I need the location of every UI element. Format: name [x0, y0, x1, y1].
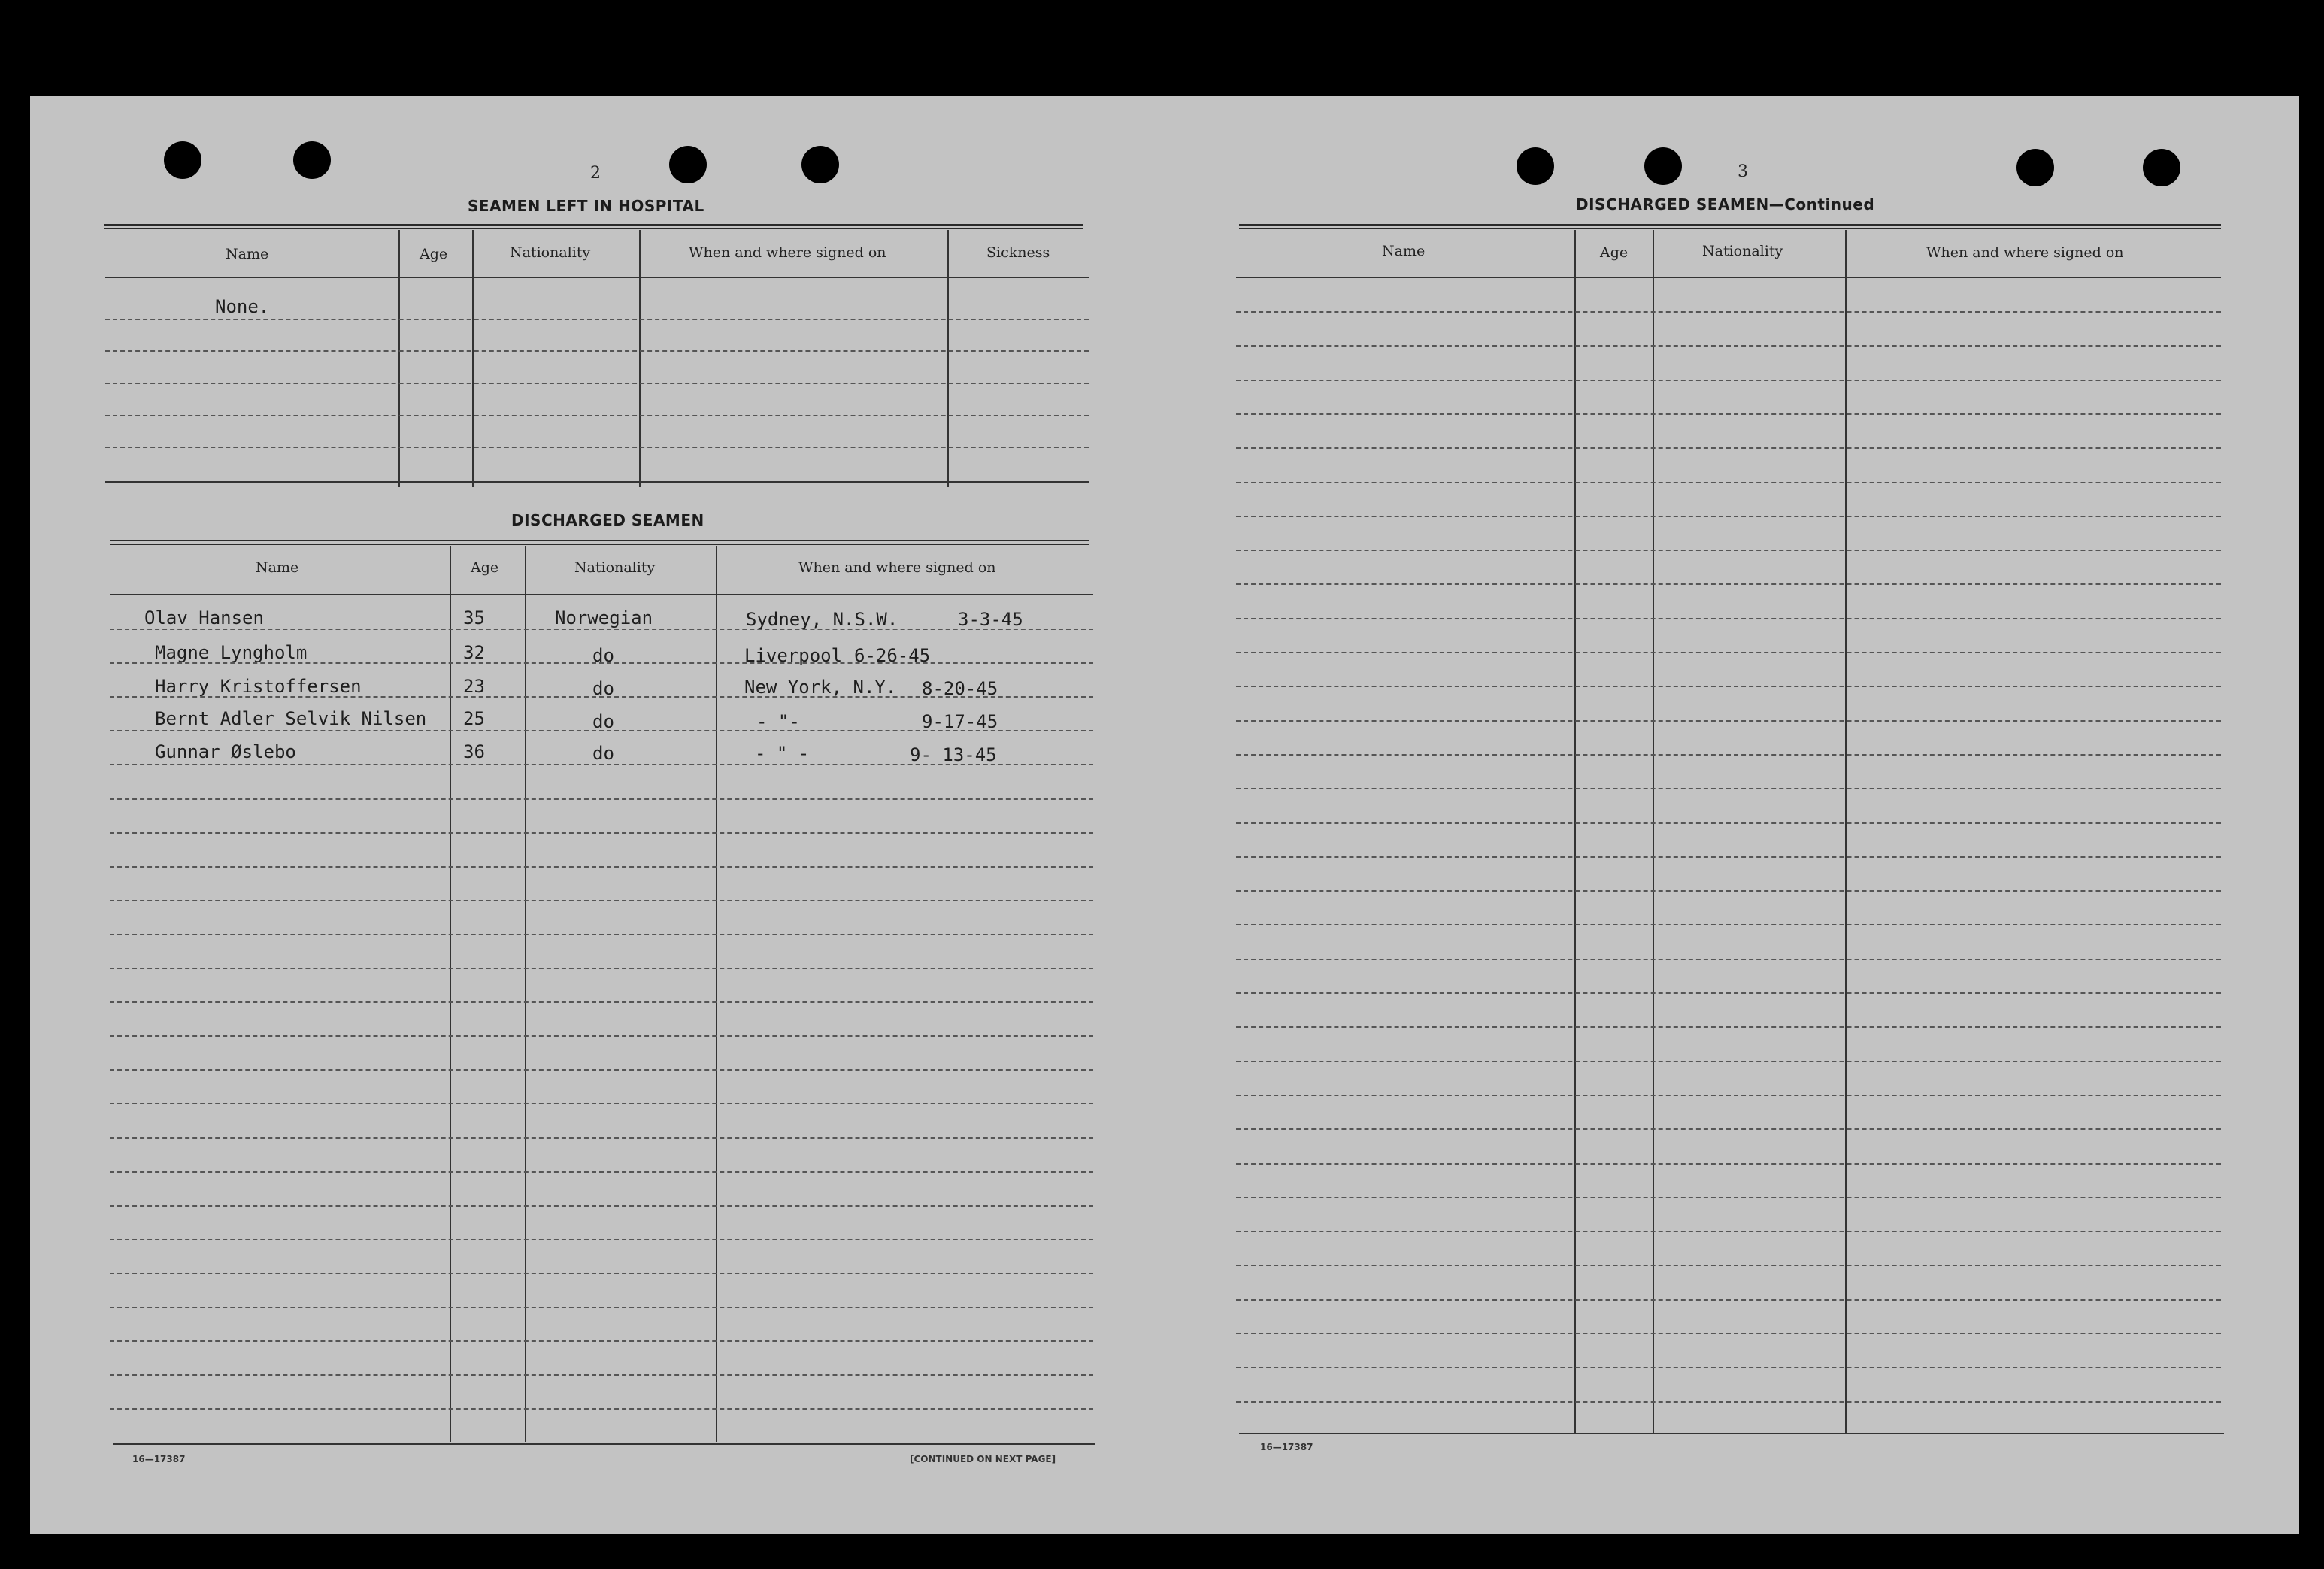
row-rule: [105, 415, 1089, 416]
row-rule: [1236, 345, 2221, 347]
row-rule: [105, 319, 1089, 320]
row-rule: [110, 1307, 1093, 1308]
signed-on-date: 9- 13-45: [910, 744, 997, 765]
row-rule: [1236, 311, 2221, 313]
table-rule: [1239, 224, 2221, 229]
row-rule: [110, 1273, 1093, 1274]
row-rule: [1236, 447, 2221, 449]
signed-on-date: 3-3-45: [958, 609, 1023, 630]
row-rule: [1236, 1197, 2221, 1198]
seaman-nationality: do: [592, 743, 614, 764]
column-header-sickness: Sickness: [986, 244, 1050, 261]
row-rule: [1236, 1333, 2221, 1334]
seaman-age: 25: [463, 708, 485, 729]
row-rule: [1236, 1163, 2221, 1165]
table-rule: [104, 224, 1083, 229]
seaman-name: Olav Hansen: [144, 607, 264, 629]
row-rule: [1236, 686, 2221, 687]
signed-on-place: - "-: [756, 711, 800, 732]
row-rule: [110, 1408, 1093, 1410]
seaman-name: Harry Kristoffersen: [155, 676, 362, 697]
form-number: 16—17387: [1260, 1442, 1313, 1452]
row-rule: [1236, 1061, 2221, 1062]
column-header-age: Age: [1600, 244, 1629, 261]
column-header-age: Age: [420, 246, 448, 262]
seaman-age: 23: [463, 676, 485, 697]
column-header-nationality: Nationality: [510, 244, 591, 261]
seaman-nationality: Norwegian: [555, 607, 653, 629]
row-rule: [1236, 924, 2221, 925]
punch-hole: [293, 141, 331, 179]
table-rule: [110, 540, 1089, 545]
row-rule: [1236, 788, 2221, 789]
row-rule: [105, 350, 1089, 352]
row-rule: [1236, 1095, 2221, 1096]
column-divider: [947, 230, 949, 487]
page-number: 2: [590, 164, 601, 183]
column-divider: [472, 230, 474, 487]
row-rule: [105, 447, 1089, 448]
column-divider: [639, 230, 641, 487]
row-rule: [110, 866, 1093, 868]
column-divider: [398, 230, 400, 487]
header-rule: [105, 277, 1089, 278]
table-bottom-rule: [113, 1443, 1095, 1445]
column-header-signed-on: When and where signed on: [1926, 244, 2124, 261]
row-rule: [110, 1137, 1093, 1139]
row-rule: [1236, 890, 2221, 892]
row-rule: [110, 900, 1093, 901]
signed-on-place: - " -: [755, 743, 810, 764]
row-rule: [1236, 1367, 2221, 1368]
column-header-nationality: Nationality: [574, 559, 656, 576]
punch-hole: [1644, 147, 1682, 185]
seaman-age: 35: [463, 607, 485, 629]
form-number: 16—17387: [132, 1454, 186, 1465]
signed-on-date: 6-26-45: [854, 645, 931, 666]
row-rule: [1236, 1265, 2221, 1266]
table-bottom-rule: [1239, 1433, 2224, 1434]
column-header-age: Age: [471, 559, 499, 576]
column-header-name: Name: [226, 246, 269, 262]
row-rule: [110, 629, 1093, 630]
row-rule: [1236, 583, 2221, 585]
column-header-signed-on: When and where signed on: [798, 559, 996, 576]
row-rule: [1236, 959, 2221, 960]
seaman-nationality: do: [592, 678, 614, 699]
row-rule: [1236, 618, 2221, 619]
column-header-name: Name: [256, 559, 299, 576]
punch-hole: [2143, 149, 2180, 186]
row-rule: [1236, 550, 2221, 551]
row-rule: [110, 1069, 1093, 1071]
row-rule: [110, 1205, 1093, 1207]
seaman-age: 32: [463, 642, 485, 663]
seaman-name: Gunnar Øslebo: [155, 741, 296, 762]
signed-on-place: Sydney, N.S.W.: [746, 609, 898, 630]
seaman-nationality: do: [592, 645, 614, 666]
seaman-nationality: do: [592, 711, 614, 732]
signed-on-date: 8-20-45: [922, 678, 998, 699]
header-rule: [1236, 277, 2221, 278]
row-rule: [110, 1239, 1093, 1240]
seaman-name: Bernt Adler Selvik Nilsen: [155, 708, 427, 729]
row-rule: [1236, 380, 2221, 381]
row-rule: [1236, 482, 2221, 483]
row-rule: [1236, 652, 2221, 653]
row-rule: [110, 798, 1093, 800]
row-rule: [1236, 822, 2221, 824]
row-rule: [110, 934, 1093, 935]
punch-hole: [1517, 147, 1554, 185]
column-divider: [1574, 230, 1576, 1434]
column-header-name: Name: [1382, 243, 1426, 259]
row-rule: [110, 1001, 1093, 1003]
page-number: 3: [1738, 162, 1748, 181]
punch-hole: [669, 146, 707, 183]
column-divider: [1653, 230, 1654, 1434]
row-rule: [1236, 720, 2221, 722]
row-rule: [1236, 1128, 2221, 1130]
signed-on-place: New York, N.Y.: [744, 677, 897, 698]
column-header-nationality: Nationality: [1702, 243, 1783, 259]
signed-on-date: 9-17-45: [922, 711, 998, 732]
seaman-age: 36: [463, 741, 485, 762]
header-rule: [110, 594, 1093, 595]
discharged-section-title: DISCHARGED SEAMEN: [511, 511, 704, 529]
row-rule: [110, 1035, 1093, 1037]
punch-hole: [801, 146, 839, 183]
row-rule: [1236, 1299, 2221, 1301]
column-divider: [1845, 230, 1847, 1434]
continued-note: [CONTINUED ON NEXT PAGE]: [910, 1454, 1056, 1465]
row-rule: [1236, 856, 2221, 858]
punch-hole: [2016, 149, 2054, 186]
row-rule: [110, 1340, 1093, 1342]
row-rule: [1236, 754, 2221, 756]
seaman-name: Magne Lyngholm: [155, 642, 308, 663]
row-rule: [110, 968, 1093, 969]
row-rule: [110, 1103, 1093, 1104]
signed-on-place: Liverpool: [744, 645, 843, 666]
row-rule: [1236, 1401, 2221, 1403]
row-rule: [110, 1171, 1093, 1173]
column-header-signed-on: When and where signed on: [689, 244, 886, 261]
row-rule: [1236, 413, 2221, 415]
discharged-continued-title: DISCHARGED SEAMEN—Continued: [1576, 195, 1875, 214]
row-rule: [110, 832, 1093, 834]
hospital-section-title: SEAMEN LEFT IN HOSPITAL: [468, 197, 704, 215]
punch-hole: [164, 141, 201, 179]
hospital-entry: None.: [215, 296, 270, 317]
table-bottom-rule: [105, 481, 1089, 483]
row-rule: [1236, 1231, 2221, 1232]
row-rule: [105, 383, 1089, 384]
row-rule: [1236, 1026, 2221, 1028]
row-rule: [1236, 516, 2221, 517]
row-rule: [1236, 992, 2221, 994]
row-rule: [110, 1374, 1093, 1376]
